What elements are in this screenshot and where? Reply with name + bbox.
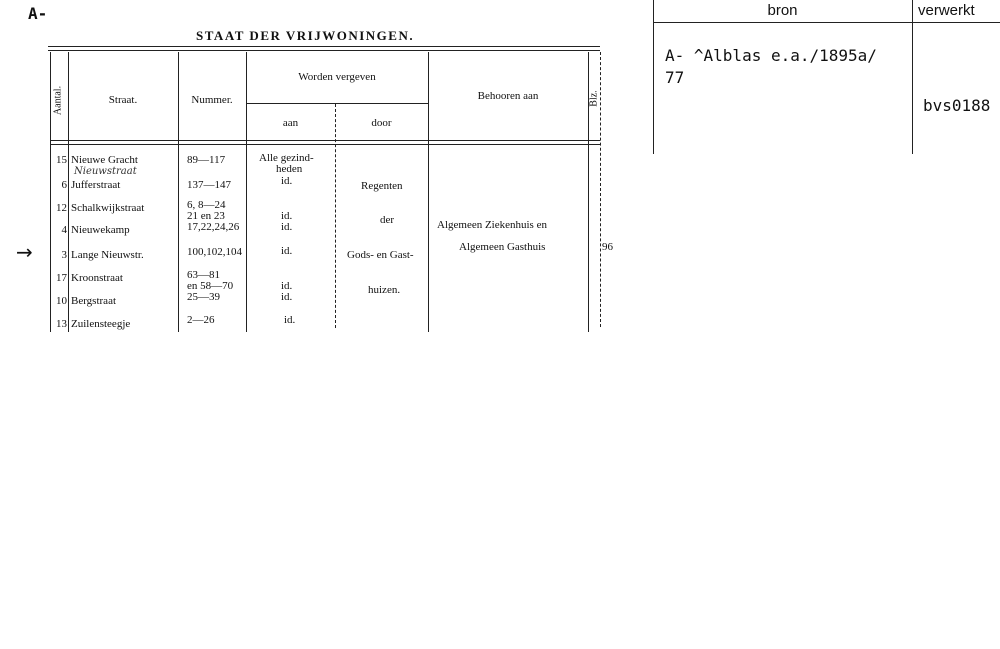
col-line-3 [246,52,247,332]
worden-subrule [246,103,428,104]
nummer-cell: 2—26 [187,314,215,326]
behooren-line: Algemeen Ziekenhuis en [437,219,547,231]
card-header-rule [653,22,1000,23]
aantal-cell: 15 [56,154,67,166]
aantal-cell: 3 [61,249,67,261]
verwerkt-value: bvs0188 [923,96,991,115]
corner-label: A- [28,4,48,23]
aan-cell: id. [281,221,293,233]
nummer-cell: 89—117 [187,154,226,166]
straat-cell: Jufferstraat [71,179,121,191]
door-line: huizen. [368,284,401,296]
header-rule-2 [50,144,600,145]
nummer-cell: 137—147 [187,179,231,191]
behooren-line: Algemeen Gasthuis [459,241,546,253]
header-aantal: Aantal. [52,85,64,116]
straat-cell: Schalkwijkstraat [71,202,145,214]
header-door: door [371,117,392,129]
header-worden-vergeven: Worden vergeven [298,71,376,83]
nummer-cell: 100,102,104 [187,246,242,258]
bron-header: bron [767,2,798,19]
bron-line-1: A- ^Alblas e.a./1895a/ [665,46,877,65]
col-line-0 [50,52,51,332]
top-rule-1 [48,46,600,47]
straat-cell: Nieuwe Gracht [71,154,138,166]
aan-cell: id. [284,314,296,326]
blz-value: 96 [602,241,613,253]
pointer-arrow-icon: → [16,240,33,264]
aantal-cell: 10 [56,295,67,307]
header-straat: Straat. [108,94,138,106]
document-title: STAAT DER VRIJWONINGEN. [196,28,415,43]
nummer-cell: 17,22,24,26 [187,221,240,233]
header-nummer: Nummer. [191,94,233,106]
straat-cell: Bergstraat [71,295,117,307]
aan-cell: id. [281,210,293,222]
aantal-cell: 17 [56,272,67,284]
top-rule-2 [48,50,600,51]
nummer-cell: 63—81 [187,269,220,281]
aan-cell: id. [281,280,293,292]
aantal-cell: 12 [56,202,67,214]
straat-cell: Zuilensteegje [71,318,131,330]
col-line-7 [600,52,601,327]
card-left-border [653,0,654,154]
col-line-4 [335,104,336,328]
door-line: Regenten [361,180,403,192]
straat-cell: Lange Nieuwstr. [71,249,144,261]
aantal-cell: 4 [61,224,67,236]
aan-cell: Alle gezind- [259,152,314,164]
header-blz: Blz. [588,90,600,107]
handwritten-note: Nieuwstraat [74,166,137,177]
door-line: Gods- en Gast- [347,249,414,261]
aan-cell: id. [281,175,293,187]
aantal-cell: 13 [56,318,67,330]
aantal-cell: 6 [61,179,67,191]
aan-cell: id. [281,291,293,303]
nummer-cell: 21 en 23 [187,210,225,222]
header-behooren-aan: Behooren aan [477,90,539,102]
door-line: der [380,214,395,226]
verwerkt-header: verwerkt [918,2,975,19]
aan-cell: id. [281,245,293,257]
header-rule-1 [50,140,600,141]
nummer-cell: 25—39 [187,291,220,303]
nummer-cell: en 58—70 [187,280,234,292]
nummer-cell: 6, 8—24 [187,199,226,211]
card-divider [912,0,913,154]
header-aan: aan [282,117,299,129]
straat-cell: Nieuwekamp [71,224,130,236]
bron-line-2: 77 [665,68,685,87]
aan-cell: heden [276,163,303,175]
straat-cell: Kroonstraat [71,272,123,284]
